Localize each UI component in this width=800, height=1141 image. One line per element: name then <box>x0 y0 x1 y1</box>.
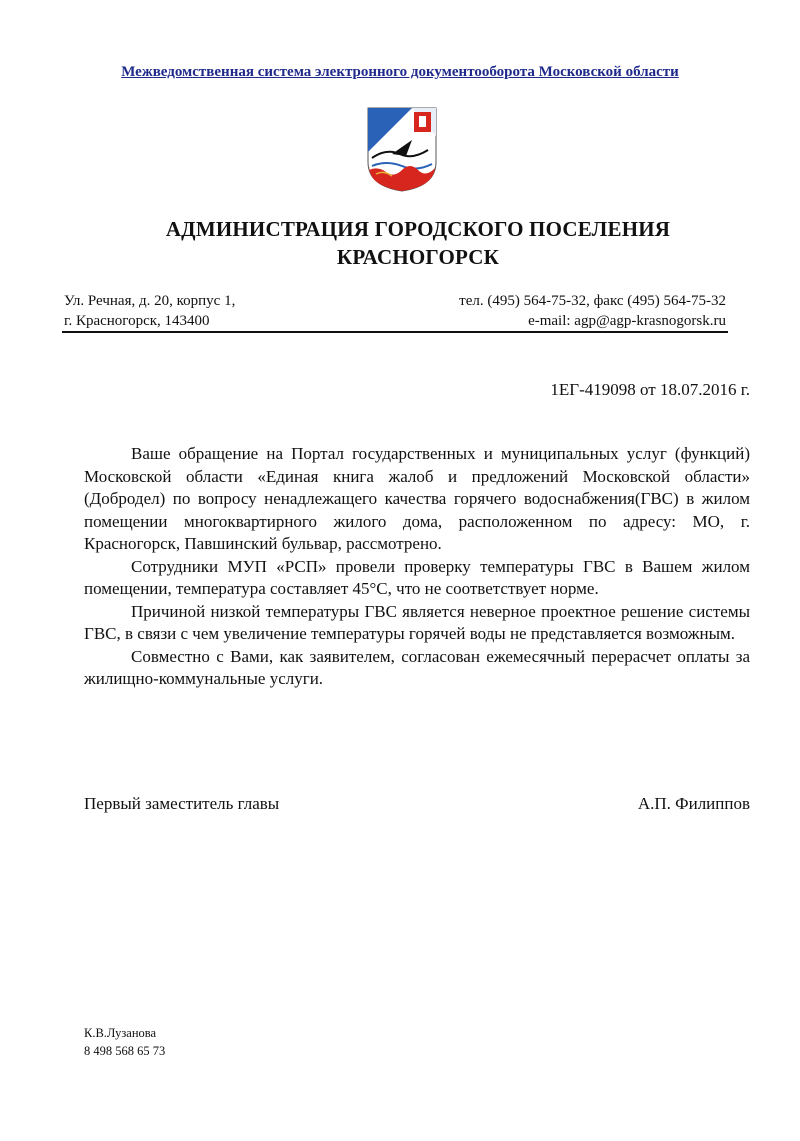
header-divider <box>62 331 728 333</box>
phone-fax: тел. (495) 564-75-32, факс (495) 564-75-32 <box>459 293 726 309</box>
paragraph-4: Совместно с Вами, как заявителем, согласован ежемесячный перерасчет оплаты за жилищно-коммунальные услуги. <box>84 646 750 688</box>
street-address: Ул. Речная, д. 20, корпус 1, <box>64 293 236 309</box>
paragraph-1: Ваше обращение на Портал государственных и муниципальных услуг (функций) Московской области «Единая книга жалоб и предложений Московской области» (Добродел) по вопросу ненадлежащего качества горячего водоснабжения(ГВС) в жилом помещении многоквартирного жилого дома, расположенном по адресу: МО, г. Красногорск, Павшинский бульвар, рассмотрено. <box>84 444 750 553</box>
organization-title-line1: АДМИНИСТРАЦИЯ ГОРОДСКОГО ПОСЕЛЕНИЯ <box>165 217 671 241</box>
system-header: Межведомственная система электронного документооборота Московской области <box>121 64 679 80</box>
paragraph-3: Причиной низкой температуры ГВС является неверное проектное решение системы ГВС, в связи с чем увеличение температуры горячей воды не представляется возможным. <box>84 601 750 643</box>
city-address: г. Красногорск, 143400 <box>64 313 210 329</box>
executor-contact <box>84 1024 165 1060</box>
postal-address <box>64 291 235 331</box>
organization-title-line2: КРАСНОГОРСК <box>336 245 500 269</box>
paragraph-2: Сотрудники МУП «РСП» провели проверку температуры ГВС в Вашем жилом помещении, температура составляет 45°С, что не соответствует норме. <box>84 556 750 598</box>
email-address: e-mail: agp@agp-krasnogorsk.ru <box>528 313 726 329</box>
letter-body <box>84 443 750 691</box>
executor-phone: 8 498 568 65 73 <box>84 1044 166 1058</box>
coat-of-arms-icon <box>366 106 438 192</box>
signatory-name: А.П. Филиппов <box>637 794 750 813</box>
executor-name: К.В.Лузанова <box>84 1026 157 1040</box>
contact-details <box>430 291 726 331</box>
signatory-position: Первый заместитель главы <box>84 794 280 813</box>
organization-title <box>0 215 800 271</box>
reference-number: 1ЕГ-419098 от 18.07.2016 г. <box>550 380 750 399</box>
